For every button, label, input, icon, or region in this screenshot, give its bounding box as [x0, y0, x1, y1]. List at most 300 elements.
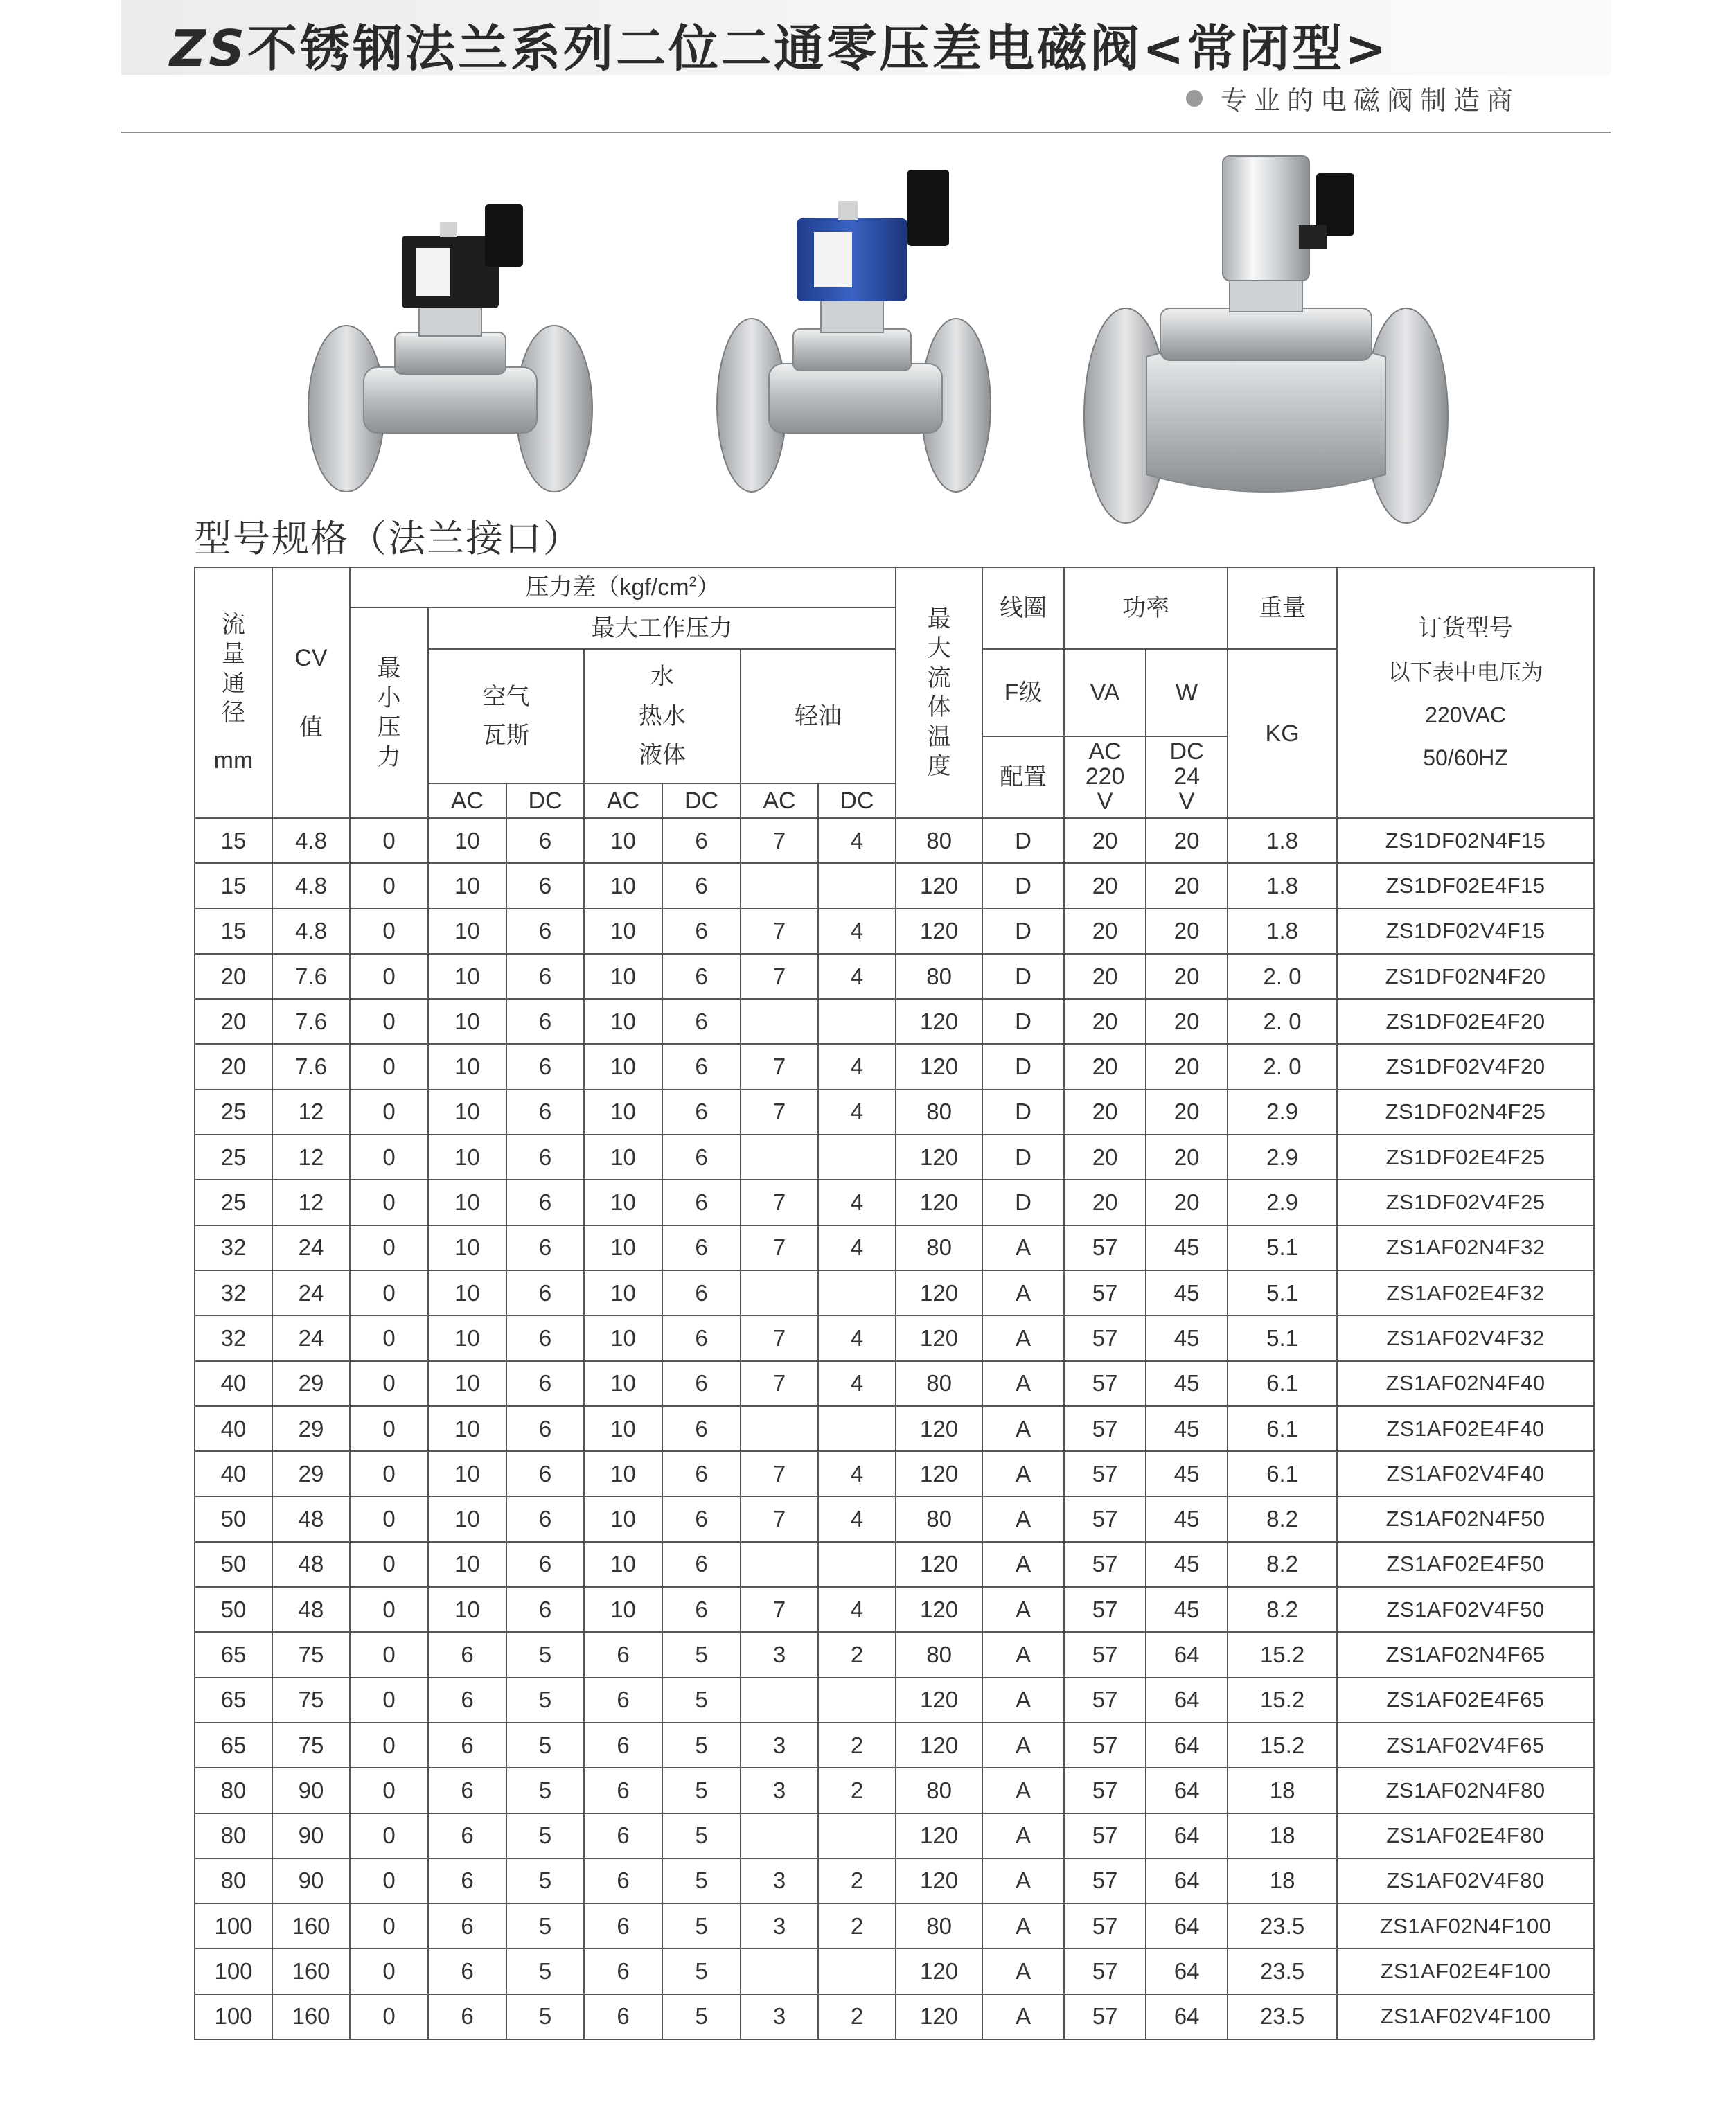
- cell-cv: 7.6: [272, 954, 350, 999]
- cell-flow-diameter: 50: [195, 1587, 272, 1632]
- cell-max-temp: 80: [896, 1225, 982, 1270]
- header-water-dc: [662, 783, 741, 818]
- cell-coil-config: A: [982, 1768, 1064, 1813]
- cell-water-dc: 5: [662, 1678, 741, 1723]
- cell-order-model: ZS1AF02V4F65: [1337, 1723, 1594, 1768]
- cell-power-w: 64: [1146, 1632, 1228, 1677]
- cell-min-pressure: 0: [350, 1180, 428, 1225]
- cell-cv: 75: [272, 1632, 350, 1677]
- cell-oil-ac: [741, 1813, 818, 1858]
- cell-air-dc: 6: [506, 1451, 584, 1496]
- cell-oil-ac: 7: [741, 1587, 818, 1632]
- table-row: [195, 1587, 1594, 1632]
- cell-oil-ac: 3: [741, 1768, 818, 1813]
- cell-max-temp: 80: [896, 1361, 982, 1406]
- cell-flow-diameter: 100: [195, 1994, 272, 2039]
- cell-oil-dc: [818, 1813, 896, 1858]
- water-dc-label: DC: [684, 787, 719, 814]
- cell-cv: 90: [272, 1858, 350, 1904]
- cell-air-dc: 6: [506, 954, 584, 999]
- cell-power-va: 57: [1064, 1949, 1146, 1994]
- cell-weight: 2.9: [1228, 1180, 1337, 1225]
- cell-order-model: ZS1DF02E4F15: [1337, 863, 1594, 908]
- cell-oil-dc: 4: [818, 909, 896, 954]
- cell-order-model: ZS1DF02V4F25: [1337, 1180, 1594, 1225]
- cell-coil-config: A: [982, 1451, 1064, 1496]
- cell-order-model: ZS1DF02V4F15: [1337, 909, 1594, 954]
- cell-order-model: ZS1AF02E4F100: [1337, 1949, 1594, 1994]
- cell-air-dc: 6: [506, 1315, 584, 1360]
- table-row: [195, 1315, 1594, 1360]
- cell-water-dc: 6: [662, 1090, 741, 1135]
- cell-oil-dc: [818, 863, 896, 908]
- table-row: [195, 1270, 1594, 1315]
- config-label: 配置: [1000, 763, 1047, 790]
- cell-water-dc: 5: [662, 1723, 741, 1768]
- cell-min-pressure: 0: [350, 1678, 428, 1723]
- tagline: [1186, 79, 1520, 117]
- cell-order-model: ZS1AF02V4F80: [1337, 1858, 1594, 1904]
- cell-water-ac: 10: [584, 818, 662, 863]
- header-air-dc: [506, 783, 584, 818]
- cell-power-va: 57: [1064, 1813, 1146, 1858]
- table-row: [195, 1768, 1594, 1813]
- cell-air-ac: 6: [428, 1678, 506, 1723]
- cell-min-pressure: 0: [350, 1904, 428, 1949]
- cell-air-ac: 10: [428, 1587, 506, 1632]
- cell-min-pressure: 0: [350, 1813, 428, 1858]
- cell-oil-dc: 4: [818, 818, 896, 863]
- cell-water-ac: 10: [584, 999, 662, 1044]
- cell-min-pressure: 0: [350, 1632, 428, 1677]
- cell-flow-diameter: 65: [195, 1632, 272, 1677]
- cell-power-va: 57: [1064, 1904, 1146, 1949]
- cell-weight: 2. 0: [1228, 1044, 1337, 1089]
- water-label: 水: [650, 664, 674, 691]
- cell-air-dc: 6: [506, 1044, 584, 1089]
- cell-air-ac: 10: [428, 954, 506, 999]
- cell-weight: 23.5: [1228, 1949, 1337, 1994]
- cell-power-w: 20: [1146, 1135, 1228, 1180]
- title-main: 不锈钢法兰系列二位二通零压差电磁阀<常闭型>: [247, 19, 1390, 78]
- order-model-label: 订货型号: [1418, 614, 1513, 641]
- header-order-model: [1337, 567, 1594, 818]
- max-working-label: 最大工作压力: [591, 614, 733, 641]
- cell-weight: 5.1: [1228, 1315, 1337, 1360]
- cell-coil-config: A: [982, 1406, 1064, 1451]
- cell-oil-dc: 2: [818, 1723, 896, 1768]
- cell-power-w: 45: [1146, 1451, 1228, 1496]
- cell-air-ac: 10: [428, 1270, 506, 1315]
- pressure-unit-sup: 2: [689, 574, 697, 590]
- cell-water-ac: 6: [584, 1813, 662, 1858]
- table-row: [195, 1180, 1594, 1225]
- cell-flow-diameter: 40: [195, 1361, 272, 1406]
- header-max-temp: [896, 567, 982, 818]
- cell-power-w: 45: [1146, 1361, 1228, 1406]
- cell-min-pressure: 0: [350, 1496, 428, 1541]
- cell-water-ac: 6: [584, 1904, 662, 1949]
- cell-order-model: ZS1AF02E4F80: [1337, 1813, 1594, 1858]
- cell-power-w: 64: [1146, 1768, 1228, 1813]
- cell-power-w: 20: [1146, 954, 1228, 999]
- header-config: [982, 736, 1064, 818]
- cell-min-pressure: 0: [350, 909, 428, 954]
- table-row: [195, 1090, 1594, 1135]
- cell-min-pressure: 0: [350, 1090, 428, 1135]
- cell-water-ac: 6: [584, 1678, 662, 1723]
- cell-min-pressure: 0: [350, 1994, 428, 2039]
- cell-oil-ac: 3: [741, 1723, 818, 1768]
- cell-cv: 7.6: [272, 999, 350, 1044]
- header-light-oil: [741, 649, 896, 783]
- table-row: [195, 1813, 1594, 1858]
- cell-min-pressure: 0: [350, 1225, 428, 1270]
- cell-power-w: 45: [1146, 1315, 1228, 1360]
- cell-flow-diameter: 100: [195, 1949, 272, 1994]
- cell-air-ac: 10: [428, 1315, 506, 1360]
- cell-max-temp: 120: [896, 1678, 982, 1723]
- cell-cv: 29: [272, 1406, 350, 1451]
- va-label: VA: [1090, 679, 1120, 706]
- order-note-label: 以下表中电压为: [1388, 659, 1543, 685]
- table-row: [195, 1451, 1594, 1496]
- cell-oil-dc: 4: [818, 1361, 896, 1406]
- cell-weight: 6.1: [1228, 1451, 1337, 1496]
- table-row: [195, 1858, 1594, 1904]
- cell-max-temp: 120: [896, 999, 982, 1044]
- cell-weight: 6.1: [1228, 1361, 1337, 1406]
- cell-coil-config: A: [982, 1949, 1064, 1994]
- cell-flow-diameter: 15: [195, 863, 272, 908]
- cell-air-dc: 6: [506, 1587, 584, 1632]
- cell-water-dc: 5: [662, 1994, 741, 2039]
- cell-air-ac: 10: [428, 1135, 506, 1180]
- cell-oil-ac: 7: [741, 1044, 818, 1089]
- cell-power-w: 64: [1146, 1723, 1228, 1768]
- cell-power-w: 20: [1146, 863, 1228, 908]
- cell-air-dc: 5: [506, 1632, 584, 1677]
- header-power: [1064, 567, 1228, 649]
- cell-oil-ac: 3: [741, 1904, 818, 1949]
- cell-min-pressure: 0: [350, 1768, 428, 1813]
- cell-cv: 48: [272, 1542, 350, 1587]
- cell-flow-diameter: 20: [195, 1044, 272, 1089]
- cell-water-ac: 10: [584, 1044, 662, 1089]
- cell-weight: 1.8: [1228, 863, 1337, 908]
- cell-water-dc: 5: [662, 1858, 741, 1904]
- table-row: [195, 863, 1594, 908]
- cell-coil-config: D: [982, 1044, 1064, 1089]
- cell-power-w: 20: [1146, 909, 1228, 954]
- cell-oil-ac: [741, 1135, 818, 1180]
- cell-flow-diameter: 25: [195, 1180, 272, 1225]
- cell-air-dc: 5: [506, 1813, 584, 1858]
- cell-air-ac: 10: [428, 1496, 506, 1541]
- cell-order-model: ZS1AF02V4F50: [1337, 1587, 1594, 1632]
- cell-air-ac: 10: [428, 999, 506, 1044]
- cell-max-temp: 120: [896, 1315, 982, 1360]
- cell-power-va: 57: [1064, 1632, 1146, 1677]
- cell-min-pressure: 0: [350, 1587, 428, 1632]
- header-f-class: [982, 649, 1064, 736]
- cell-order-model: ZS1AF02V4F32: [1337, 1315, 1594, 1360]
- cell-oil-dc: 4: [818, 1044, 896, 1089]
- cell-air-ac: 6: [428, 1632, 506, 1677]
- cell-oil-dc: 4: [818, 1496, 896, 1541]
- cell-water-dc: 6: [662, 1135, 741, 1180]
- cell-water-ac: 6: [584, 1632, 662, 1677]
- header-air-gas: [428, 649, 584, 783]
- cell-min-pressure: 0: [350, 1270, 428, 1315]
- cell-coil-config: D: [982, 1135, 1064, 1180]
- cell-oil-ac: 7: [741, 1361, 818, 1406]
- cell-air-dc: 6: [506, 1225, 584, 1270]
- cell-flow-diameter: 20: [195, 954, 272, 999]
- cell-min-pressure: 0: [350, 1406, 428, 1451]
- cell-coil-config: D: [982, 863, 1064, 908]
- cell-order-model: ZS1AF02N4F40: [1337, 1361, 1594, 1406]
- cell-oil-ac: [741, 1406, 818, 1451]
- cell-order-model: ZS1AF02N4F80: [1337, 1768, 1594, 1813]
- cell-power-va: 20: [1064, 954, 1146, 999]
- table-row: [195, 1542, 1594, 1587]
- cell-order-model: ZS1AF02N4F32: [1337, 1225, 1594, 1270]
- cell-power-w: 20: [1146, 1090, 1228, 1135]
- cell-power-w: 20: [1146, 1180, 1228, 1225]
- cell-water-ac: 10: [584, 1225, 662, 1270]
- table-row: [195, 909, 1594, 954]
- cell-power-w: 45: [1146, 1542, 1228, 1587]
- table-row: [195, 1723, 1594, 1768]
- cell-air-ac: 6: [428, 1768, 506, 1813]
- cell-max-temp: 80: [896, 1768, 982, 1813]
- cell-water-ac: 10: [584, 1090, 662, 1135]
- cell-order-model: ZS1AF02V4F40: [1337, 1451, 1594, 1496]
- cell-water-ac: 10: [584, 1315, 662, 1360]
- cell-oil-ac: [741, 1678, 818, 1723]
- table-row: [195, 1678, 1594, 1723]
- cell-min-pressure: 0: [350, 954, 428, 999]
- table-row: [195, 1044, 1594, 1089]
- water-ac-label: AC: [606, 787, 640, 814]
- cell-weight: 23.5: [1228, 1904, 1337, 1949]
- cell-max-temp: 120: [896, 1451, 982, 1496]
- cell-air-dc: 5: [506, 1949, 584, 1994]
- cell-power-w: 45: [1146, 1270, 1228, 1315]
- cv-label: CV: [294, 644, 328, 671]
- cell-air-dc: 5: [506, 1994, 584, 2039]
- cell-oil-dc: 4: [818, 1090, 896, 1135]
- cell-power-w: 45: [1146, 1587, 1228, 1632]
- cell-air-dc: 6: [506, 1090, 584, 1135]
- cell-power-va: 57: [1064, 1542, 1146, 1587]
- cell-oil-dc: 4: [818, 1180, 896, 1225]
- cell-air-ac: 10: [428, 1451, 506, 1496]
- cell-coil-config: A: [982, 1994, 1064, 2039]
- header-dc24: [1146, 736, 1228, 818]
- cell-cv: 29: [272, 1361, 350, 1406]
- cell-oil-dc: [818, 1542, 896, 1587]
- cell-power-va: 57: [1064, 1315, 1146, 1360]
- cell-max-temp: 120: [896, 1587, 982, 1632]
- cell-air-ac: 10: [428, 1090, 506, 1135]
- cell-max-temp: 80: [896, 1904, 982, 1949]
- cell-power-va: 20: [1064, 1044, 1146, 1089]
- cell-weight: 6.1: [1228, 1406, 1337, 1451]
- table-row: [195, 954, 1594, 999]
- cell-flow-diameter: 100: [195, 1904, 272, 1949]
- cell-air-dc: 5: [506, 1678, 584, 1723]
- header-water: [584, 649, 741, 783]
- gas-label: 瓦斯: [482, 722, 530, 749]
- cell-oil-dc: [818, 1949, 896, 1994]
- cell-order-model: ZS1AF02E4F50: [1337, 1542, 1594, 1587]
- cell-oil-ac: 7: [741, 1451, 818, 1496]
- air-ac-label: AC: [450, 787, 484, 814]
- cell-air-ac: 6: [428, 1813, 506, 1858]
- cell-weight: 5.1: [1228, 1270, 1337, 1315]
- cell-water-ac: 10: [584, 1270, 662, 1315]
- cell-air-dc: 6: [506, 818, 584, 863]
- table-row: [195, 1632, 1594, 1677]
- cell-coil-config: D: [982, 1180, 1064, 1225]
- cell-max-temp: 120: [896, 1135, 982, 1180]
- cell-weight: 1.8: [1228, 909, 1337, 954]
- hot-water-label: 热水: [639, 702, 686, 729]
- cell-weight: 15.2: [1228, 1632, 1337, 1677]
- header-pressure-diff: [350, 567, 896, 607]
- cell-oil-ac: 7: [741, 909, 818, 954]
- cell-cv: 24: [272, 1270, 350, 1315]
- header-cv: [272, 567, 350, 818]
- cell-min-pressure: 0: [350, 818, 428, 863]
- cell-power-va: 57: [1064, 1225, 1146, 1270]
- cell-water-ac: 10: [584, 954, 662, 999]
- cell-water-ac: 10: [584, 1180, 662, 1225]
- cell-flow-diameter: 50: [195, 1542, 272, 1587]
- cell-oil-dc: [818, 1135, 896, 1180]
- frequency-label: 50/60HZ: [1423, 745, 1508, 771]
- cell-min-pressure: 0: [350, 863, 428, 908]
- cell-oil-dc: [818, 999, 896, 1044]
- cell-max-temp: 120: [896, 1813, 982, 1858]
- cell-cv: 48: [272, 1587, 350, 1632]
- cell-weight: 15.2: [1228, 1678, 1337, 1723]
- cell-order-model: ZS1DF02E4F20: [1337, 999, 1594, 1044]
- cell-oil-ac: [741, 1949, 818, 1994]
- table-row: [195, 1994, 1594, 2039]
- header-max-working: [428, 607, 896, 649]
- cell-flow-diameter: 80: [195, 1813, 272, 1858]
- cell-power-va: 57: [1064, 1406, 1146, 1451]
- cell-flow-diameter: 40: [195, 1406, 272, 1451]
- cell-order-model: ZS1AF02N4F65: [1337, 1632, 1594, 1677]
- cell-air-dc: 5: [506, 1858, 584, 1904]
- cell-min-pressure: 0: [350, 1949, 428, 1994]
- cell-water-ac: 6: [584, 1949, 662, 1994]
- cell-water-dc: 6: [662, 1496, 741, 1541]
- cv-suffix-label: 值: [299, 714, 323, 740]
- cell-cv: 160: [272, 1904, 350, 1949]
- cell-power-va: 57: [1064, 1587, 1146, 1632]
- cell-max-temp: 120: [896, 1542, 982, 1587]
- cell-water-ac: 6: [584, 1723, 662, 1768]
- cell-min-pressure: 0: [350, 1315, 428, 1360]
- pressure-diff-close: ）: [696, 574, 720, 601]
- header-oil-ac: [741, 783, 818, 818]
- cell-oil-dc: 4: [818, 954, 896, 999]
- cell-oil-ac: [741, 1542, 818, 1587]
- cell-water-ac: 10: [584, 863, 662, 908]
- table-row: [195, 1135, 1594, 1180]
- cell-flow-diameter: 15: [195, 909, 272, 954]
- cell-oil-ac: [741, 863, 818, 908]
- valve-black-coil-image: [305, 194, 596, 492]
- table-row: [195, 1904, 1594, 1949]
- cell-water-ac: 10: [584, 1451, 662, 1496]
- title-prefix: ZS: [170, 19, 248, 78]
- cell-air-ac: 10: [428, 1542, 506, 1587]
- cell-water-ac: 10: [584, 1406, 662, 1451]
- header-w: [1146, 649, 1228, 736]
- cell-power-va: 20: [1064, 1135, 1146, 1180]
- cell-oil-ac: 7: [741, 954, 818, 999]
- cell-power-w: 64: [1146, 1904, 1228, 1949]
- cell-air-ac: 6: [428, 1858, 506, 1904]
- cell-weight: 2.9: [1228, 1090, 1337, 1135]
- cell-air-dc: 6: [506, 863, 584, 908]
- cell-air-dc: 6: [506, 1270, 584, 1315]
- dc24-label: DC 24 V: [1169, 738, 1204, 815]
- cell-water-dc: 6: [662, 1270, 741, 1315]
- cell-water-dc: 6: [662, 1406, 741, 1451]
- cell-water-ac: 10: [584, 1496, 662, 1541]
- cell-air-ac: 6: [428, 1723, 506, 1768]
- cell-air-ac: 10: [428, 818, 506, 863]
- cell-coil-config: A: [982, 1587, 1064, 1632]
- cell-power-w: 64: [1146, 1994, 1228, 2039]
- cell-air-ac: 10: [428, 1406, 506, 1451]
- cell-max-temp: 80: [896, 818, 982, 863]
- cell-flow-diameter: 65: [195, 1723, 272, 1768]
- cell-air-ac: 6: [428, 1904, 506, 1949]
- cell-cv: 90: [272, 1768, 350, 1813]
- flow-unit-label: mm: [213, 747, 254, 774]
- cell-water-dc: 6: [662, 1315, 741, 1360]
- cell-cv: 12: [272, 1090, 350, 1135]
- cell-water-dc: 6: [662, 1044, 741, 1089]
- flow-diameter-label: 流量通径: [222, 611, 245, 727]
- cell-coil-config: A: [982, 1270, 1064, 1315]
- cell-order-model: ZS1AF02E4F65: [1337, 1678, 1594, 1723]
- cell-water-ac: 10: [584, 1361, 662, 1406]
- cell-weight: 18: [1228, 1768, 1337, 1813]
- oil-dc-label: DC: [840, 787, 874, 814]
- cell-max-temp: 120: [896, 1994, 982, 2039]
- cell-air-dc: 6: [506, 1406, 584, 1451]
- cell-max-temp: 80: [896, 1496, 982, 1541]
- cell-water-dc: 5: [662, 1813, 741, 1858]
- liquid-label: 液体: [639, 742, 686, 769]
- cell-oil-ac: 7: [741, 1225, 818, 1270]
- w-label: W: [1176, 679, 1198, 706]
- cell-weight: 5.1: [1228, 1225, 1337, 1270]
- cell-flow-diameter: 32: [195, 1315, 272, 1360]
- cell-order-model: ZS1DF02N4F25: [1337, 1090, 1594, 1135]
- table-row: [195, 1361, 1594, 1406]
- spec-table-body: [195, 818, 1594, 2039]
